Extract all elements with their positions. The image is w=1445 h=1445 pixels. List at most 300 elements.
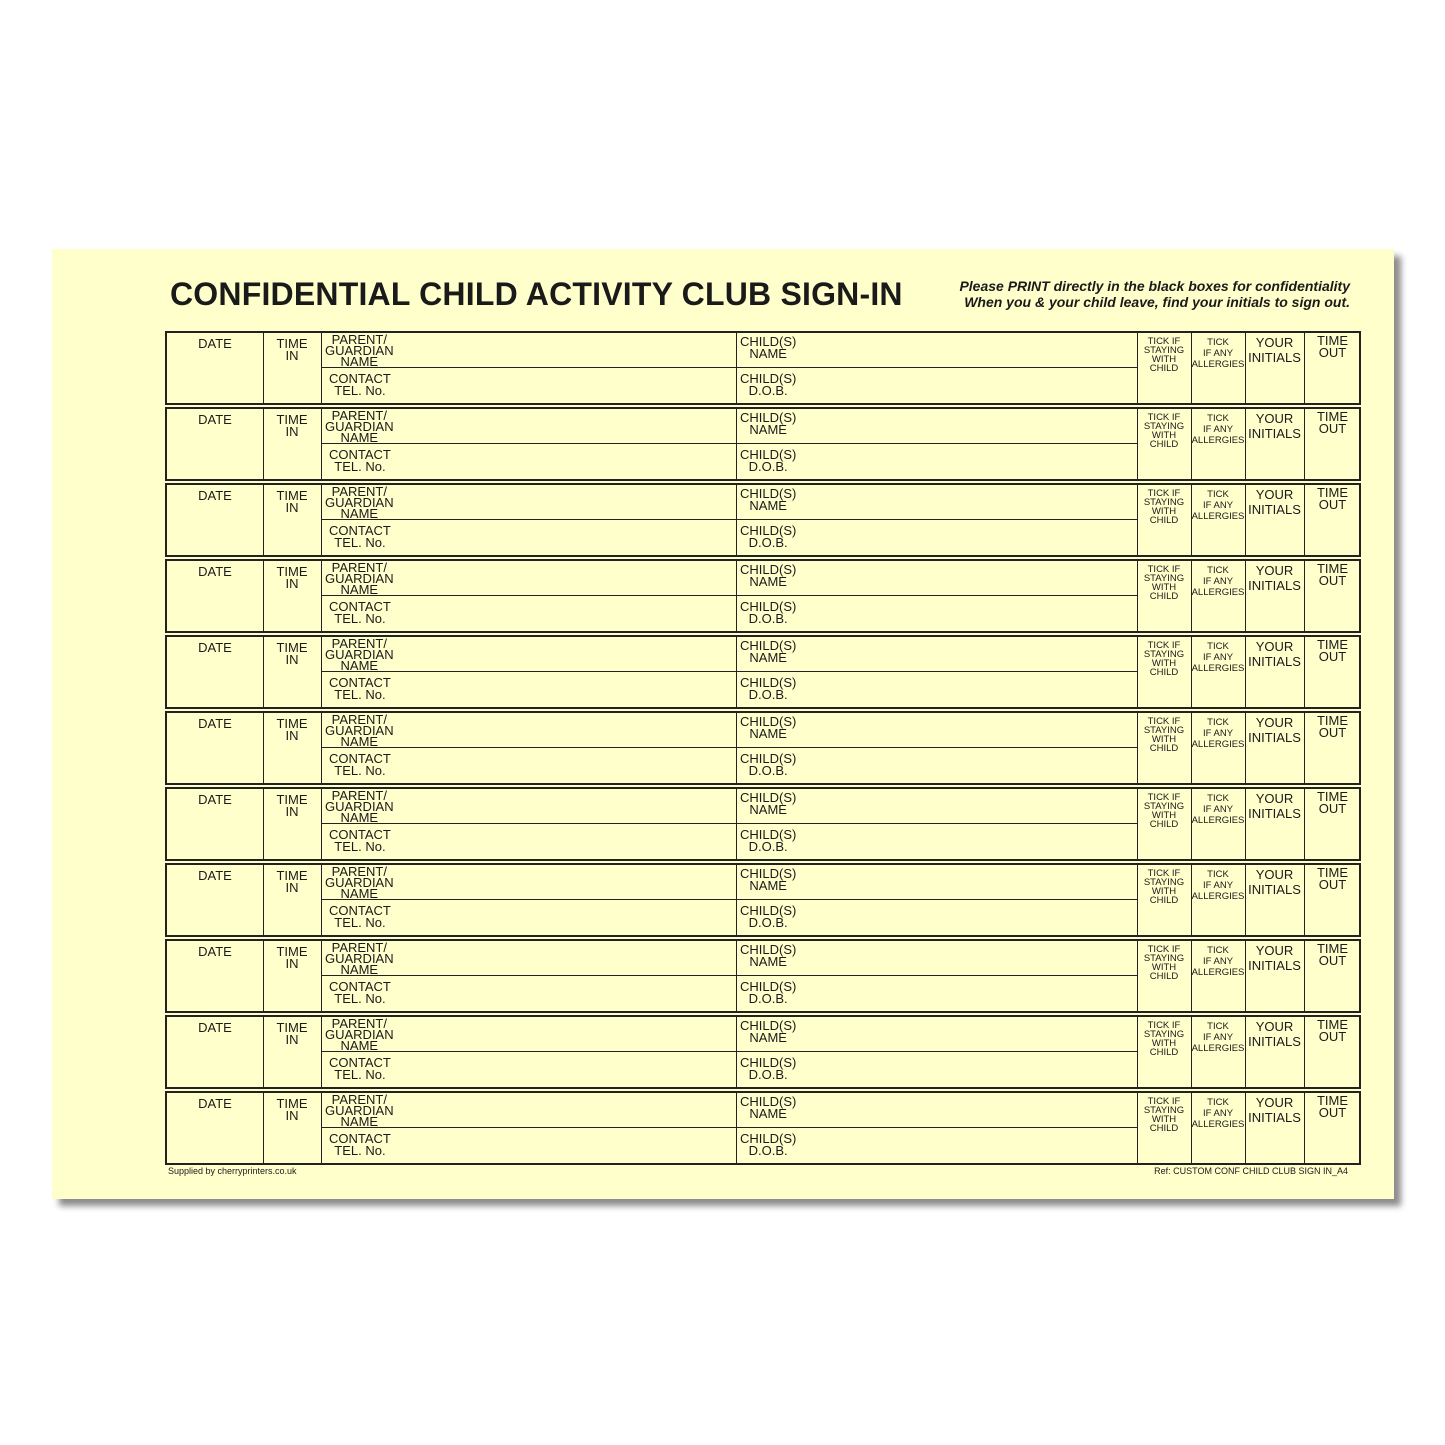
divider	[321, 485, 322, 555]
tick-staying-field[interactable]	[1137, 1097, 1191, 1133]
tick-allergies-field[interactable]	[1191, 717, 1245, 750]
time-in-field[interactable]	[263, 718, 321, 742]
tick-staying-label: CHILD	[1149, 591, 1179, 602]
tick-staying-label: CHILD	[1149, 667, 1179, 678]
tick-staying-label: CHILD	[1149, 363, 1179, 374]
child-name-field[interactable]	[740, 640, 796, 664]
tick-allergies-label: ALLERGIES	[1191, 1043, 1245, 1054]
contact-label: TEL. No.	[334, 687, 386, 702]
tick-staying-label: STAYING	[1143, 345, 1185, 356]
tick-staying-label: CHILD	[1149, 971, 1179, 982]
child-name-label: NAME	[749, 726, 787, 741]
child-name-label: CHILD(S)	[740, 410, 797, 425]
time-in-label: IN	[285, 880, 299, 895]
tick-allergies-field[interactable]	[1191, 641, 1245, 674]
tick-staying-label: WITH	[1151, 886, 1177, 897]
time-in-label: IN	[285, 1108, 299, 1123]
divider	[736, 713, 737, 783]
divider	[321, 1093, 322, 1163]
sign-in-row	[165, 711, 1361, 785]
tick-staying-label: STAYING	[1143, 649, 1185, 660]
time-out-label: OUT	[1318, 877, 1347, 892]
tick-staying-field[interactable]	[1137, 489, 1191, 525]
parent-label: NAME	[340, 354, 379, 369]
time-out-label: OUT	[1318, 649, 1347, 664]
child-dob-field[interactable]	[740, 981, 796, 1005]
tick-allergies-label: TICK	[1207, 1097, 1229, 1108]
divider	[321, 333, 322, 403]
initials-label: YOUR	[1255, 791, 1294, 806]
date-label: DATE	[198, 716, 232, 731]
date-label: DATE	[198, 792, 232, 807]
initials-field[interactable]	[1245, 867, 1304, 897]
child-name-field[interactable]	[740, 868, 796, 892]
contact-label: CONTACT	[329, 827, 391, 842]
sign-in-row	[165, 483, 1361, 557]
time-in-field[interactable]	[263, 946, 321, 970]
time-in-label: IN	[285, 500, 299, 515]
tick-allergies-field[interactable]	[1191, 1097, 1245, 1130]
date-label: DATE	[198, 944, 232, 959]
child-dob-label: CHILD(S)	[740, 675, 797, 690]
date-field[interactable]	[167, 794, 263, 806]
child-name-field[interactable]	[740, 1096, 796, 1120]
parent-label: GUARDIAN	[325, 343, 394, 358]
child-name-field[interactable]	[740, 716, 796, 740]
child-dob-field[interactable]	[740, 1057, 796, 1081]
tick-staying-label: TICK IF	[1147, 868, 1181, 879]
child-dob-label: D.O.B.	[748, 1067, 788, 1082]
time-out-label: OUT	[1318, 953, 1347, 968]
child-dob-label: D.O.B.	[748, 459, 788, 474]
tick-staying-field[interactable]	[1137, 1021, 1191, 1057]
parent-label: PARENT/	[331, 408, 387, 423]
tick-allergies-label: IF ANY	[1202, 956, 1234, 967]
time-out-label: OUT	[1318, 1105, 1347, 1120]
parent-label: PARENT/	[331, 864, 387, 879]
time-out-label: TIME	[1316, 333, 1349, 348]
child-dob-field[interactable]	[740, 677, 796, 701]
tick-staying-label: TICK IF	[1147, 336, 1181, 347]
time-in-field[interactable]	[263, 1022, 321, 1046]
child-dob-label: D.O.B.	[748, 915, 788, 930]
time-out-field[interactable]	[1304, 563, 1361, 587]
time-in-field[interactable]	[263, 338, 321, 362]
time-in-field[interactable]	[263, 794, 321, 818]
tick-allergies-field[interactable]	[1191, 945, 1245, 978]
child-name-field[interactable]	[740, 944, 796, 968]
sign-in-row	[165, 635, 1361, 709]
tick-allergies-label: TICK	[1207, 413, 1229, 424]
tick-staying-label: STAYING	[1143, 877, 1185, 888]
initials-field[interactable]	[1245, 1019, 1304, 1049]
child-name-field[interactable]	[740, 792, 796, 816]
initials-field[interactable]	[1245, 639, 1304, 669]
child-dob-label: CHILD(S)	[740, 1055, 797, 1070]
parent-label: PARENT/	[331, 940, 387, 955]
divider	[321, 975, 1137, 976]
child-dob-field[interactable]	[740, 449, 796, 473]
tick-allergies-field[interactable]	[1191, 793, 1245, 826]
tick-allergies-label: TICK	[1207, 793, 1229, 804]
date-field[interactable]	[167, 642, 263, 654]
tick-staying-label: TICK IF	[1147, 412, 1181, 423]
date-field[interactable]	[167, 718, 263, 730]
tick-allergies-label: TICK	[1207, 489, 1229, 500]
tick-allergies-label: IF ANY	[1202, 728, 1234, 739]
divider	[736, 941, 737, 1011]
divider	[321, 865, 322, 935]
tick-allergies-field[interactable]	[1191, 337, 1245, 370]
tick-staying-label: STAYING	[1143, 421, 1185, 432]
date-label: DATE	[198, 412, 232, 427]
divider	[736, 333, 737, 403]
tick-staying-field[interactable]	[1137, 337, 1191, 373]
divider	[321, 561, 322, 631]
initials-label: YOUR	[1255, 335, 1294, 350]
contact-label: TEL. No.	[334, 839, 386, 854]
contact-tel-field[interactable]	[329, 829, 391, 853]
divider	[736, 865, 737, 935]
form-sheet	[52, 249, 1394, 1199]
divider	[321, 1051, 1137, 1052]
tick-allergies-label: IF ANY	[1202, 1032, 1234, 1043]
child-dob-field[interactable]	[740, 905, 796, 929]
contact-label: TEL. No.	[334, 611, 386, 626]
tick-allergies-field[interactable]	[1191, 413, 1245, 446]
parent-name-field[interactable]	[325, 410, 394, 443]
child-name-label: NAME	[749, 650, 787, 665]
tick-staying-label: STAYING	[1143, 497, 1185, 508]
tick-staying-label: CHILD	[1149, 1047, 1179, 1058]
child-dob-field[interactable]	[740, 601, 796, 625]
time-out-field[interactable]	[1304, 867, 1361, 891]
time-out-field[interactable]	[1304, 943, 1361, 967]
sign-in-row	[165, 787, 1361, 861]
tick-staying-label: WITH	[1151, 658, 1177, 669]
initials-label: INITIALS	[1248, 1110, 1301, 1125]
parent-name-field[interactable]	[325, 714, 394, 747]
initials-field[interactable]	[1245, 335, 1304, 365]
divider	[736, 561, 737, 631]
tick-staying-label: WITH	[1151, 1114, 1177, 1125]
tick-staying-label: STAYING	[1143, 725, 1185, 736]
sign-in-row	[165, 863, 1361, 937]
parent-name-field[interactable]	[325, 562, 394, 595]
parent-name-field[interactable]	[325, 790, 394, 823]
child-dob-label: CHILD(S)	[740, 523, 797, 538]
parent-name-field[interactable]	[325, 942, 394, 975]
divider	[321, 1017, 322, 1087]
instructions	[959, 278, 1350, 310]
parent-label: PARENT/	[331, 712, 387, 727]
child-dob-field[interactable]	[740, 1133, 796, 1157]
tick-allergies-label: IF ANY	[1202, 500, 1234, 511]
tick-staying-field[interactable]	[1137, 717, 1191, 753]
child-dob-label: D.O.B.	[748, 991, 788, 1006]
initials-label: INITIALS	[1248, 578, 1301, 593]
parent-label: NAME	[340, 506, 379, 521]
tick-staying-label: STAYING	[1143, 573, 1185, 584]
tick-allergies-field[interactable]	[1191, 565, 1245, 598]
contact-label: TEL. No.	[334, 991, 386, 1006]
child-name-label: CHILD(S)	[740, 1018, 797, 1033]
child-name-field[interactable]	[740, 564, 796, 588]
parent-name-field[interactable]	[325, 486, 394, 519]
child-name-label: NAME	[749, 802, 787, 817]
tick-allergies-field[interactable]	[1191, 489, 1245, 522]
child-name-label: CHILD(S)	[740, 486, 797, 501]
tick-allergies-label: ALLERGIES	[1191, 511, 1245, 522]
tick-allergies-label: IF ANY	[1202, 424, 1234, 435]
date-field[interactable]	[167, 414, 263, 426]
parent-label: GUARDIAN	[325, 419, 394, 434]
tick-allergies-label: ALLERGIES	[1191, 815, 1245, 826]
child-name-field[interactable]	[740, 336, 796, 360]
tick-allergies-field[interactable]	[1191, 1021, 1245, 1054]
date-field[interactable]	[167, 946, 263, 958]
tick-staying-field[interactable]	[1137, 869, 1191, 905]
child-dob-label: CHILD(S)	[740, 827, 797, 842]
tick-staying-label: WITH	[1151, 354, 1177, 365]
time-in-field[interactable]	[263, 1098, 321, 1122]
contact-label: TEL. No.	[334, 535, 386, 550]
time-in-label: TIME	[276, 792, 308, 807]
date-field[interactable]	[167, 1022, 263, 1034]
tick-staying-label: CHILD	[1149, 439, 1179, 450]
tick-staying-label: TICK IF	[1147, 564, 1181, 575]
tick-staying-field[interactable]	[1137, 641, 1191, 677]
contact-label: CONTACT	[329, 447, 391, 462]
parent-label: GUARDIAN	[325, 495, 394, 510]
parent-name-field[interactable]	[325, 1094, 394, 1127]
tick-allergies-field[interactable]	[1191, 869, 1245, 902]
child-name-field[interactable]	[740, 488, 796, 512]
tick-allergies-label: ALLERGIES	[1191, 739, 1245, 750]
time-in-label: IN	[285, 804, 299, 819]
divider	[736, 789, 737, 859]
time-out-field[interactable]	[1304, 715, 1361, 739]
time-in-label: IN	[285, 728, 299, 743]
tick-staying-label: CHILD	[1149, 1123, 1179, 1134]
initials-field[interactable]	[1245, 715, 1304, 745]
tick-staying-label: WITH	[1151, 582, 1177, 593]
contact-tel-field[interactable]	[329, 677, 391, 701]
sign-in-row	[165, 407, 1361, 481]
initials-field[interactable]	[1245, 1095, 1304, 1125]
time-out-label: TIME	[1316, 865, 1349, 880]
time-in-field[interactable]	[263, 642, 321, 666]
time-out-field[interactable]	[1304, 791, 1361, 815]
initials-label: INITIALS	[1248, 502, 1301, 517]
parent-label: GUARDIAN	[325, 647, 394, 662]
initials-field[interactable]	[1245, 563, 1304, 593]
child-dob-label: D.O.B.	[748, 687, 788, 702]
parent-label: GUARDIAN	[325, 723, 394, 738]
date-field[interactable]	[167, 870, 263, 882]
parent-name-field[interactable]	[325, 866, 394, 899]
parent-label: NAME	[340, 1114, 379, 1129]
child-dob-field[interactable]	[740, 525, 796, 549]
time-in-field[interactable]	[263, 490, 321, 514]
contact-tel-field[interactable]	[329, 753, 391, 777]
tick-allergies-label: IF ANY	[1202, 1108, 1234, 1119]
divider	[321, 671, 1137, 672]
tick-staying-label: WITH	[1151, 430, 1177, 441]
sign-in-rows	[165, 331, 1361, 1167]
time-out-field[interactable]	[1304, 411, 1361, 435]
time-in-label: TIME	[276, 716, 308, 731]
tick-staying-label: WITH	[1151, 962, 1177, 973]
initials-field[interactable]	[1245, 791, 1304, 821]
time-out-label: OUT	[1318, 801, 1347, 816]
time-in-label: TIME	[276, 564, 308, 579]
time-out-label: TIME	[1316, 409, 1349, 424]
child-dob-label: D.O.B.	[748, 1143, 788, 1158]
time-out-label: OUT	[1318, 497, 1347, 512]
initials-label: YOUR	[1255, 487, 1294, 502]
time-in-label: IN	[285, 1032, 299, 1047]
contact-label: TEL. No.	[334, 915, 386, 930]
date-field[interactable]	[167, 338, 263, 350]
contact-tel-field[interactable]	[329, 601, 391, 625]
initials-label: YOUR	[1255, 411, 1294, 426]
divider	[736, 409, 737, 479]
tick-allergies-label: ALLERGIES	[1191, 967, 1245, 978]
initials-label: YOUR	[1255, 943, 1294, 958]
parent-label: GUARDIAN	[325, 951, 394, 966]
time-out-label: TIME	[1316, 637, 1349, 652]
time-out-field[interactable]	[1304, 1019, 1361, 1043]
contact-tel-field[interactable]	[329, 1057, 391, 1081]
contact-label: CONTACT	[329, 979, 391, 994]
contact-label: CONTACT	[329, 1131, 391, 1146]
time-in-field[interactable]	[263, 566, 321, 590]
divider	[321, 789, 322, 859]
child-dob-field[interactable]	[740, 753, 796, 777]
parent-label: NAME	[340, 430, 379, 445]
time-in-field[interactable]	[263, 870, 321, 894]
tick-allergies-label: TICK	[1207, 1021, 1229, 1032]
initials-label: INITIALS	[1248, 806, 1301, 821]
parent-label: NAME	[340, 658, 379, 673]
tick-allergies-label: ALLERGIES	[1191, 1119, 1245, 1130]
date-field[interactable]	[167, 490, 263, 502]
child-name-label: CHILD(S)	[740, 866, 797, 881]
tick-allergies-label: TICK	[1207, 717, 1229, 728]
time-out-label: TIME	[1316, 485, 1349, 500]
parent-name-field[interactable]	[325, 638, 394, 671]
initials-label: INITIALS	[1248, 654, 1301, 669]
tick-staying-label: STAYING	[1143, 953, 1185, 964]
child-name-field[interactable]	[740, 412, 796, 436]
time-out-label: TIME	[1316, 941, 1349, 956]
child-dob-label: CHILD(S)	[740, 1131, 797, 1146]
time-out-label: OUT	[1318, 1029, 1347, 1044]
child-dob-label: CHILD(S)	[740, 903, 797, 918]
tick-staying-label: CHILD	[1149, 743, 1179, 754]
tick-allergies-label: TICK	[1207, 869, 1229, 880]
time-in-label: TIME	[276, 336, 308, 351]
parent-label: GUARDIAN	[325, 875, 394, 890]
tick-staying-label: CHILD	[1149, 515, 1179, 526]
time-in-label: IN	[285, 348, 299, 363]
date-field[interactable]	[167, 566, 263, 578]
child-dob-field[interactable]	[740, 829, 796, 853]
contact-label: TEL. No.	[334, 763, 386, 778]
parent-label: PARENT/	[331, 484, 387, 499]
initials-label: YOUR	[1255, 563, 1294, 578]
child-name-label: CHILD(S)	[740, 942, 797, 957]
contact-tel-field[interactable]	[329, 981, 391, 1005]
parent-name-field[interactable]	[325, 334, 394, 367]
time-in-label: TIME	[276, 1096, 308, 1111]
tick-staying-label: STAYING	[1143, 1105, 1185, 1116]
tick-staying-field[interactable]	[1137, 413, 1191, 449]
contact-label: TEL. No.	[334, 1143, 386, 1158]
initials-field[interactable]	[1245, 411, 1304, 441]
time-out-field[interactable]	[1304, 1095, 1361, 1119]
divider	[321, 713, 322, 783]
time-out-label: OUT	[1318, 725, 1347, 740]
tick-allergies-label: TICK	[1207, 641, 1229, 652]
child-name-label: NAME	[749, 498, 787, 513]
form-title: CONFIDENTIAL CHILD ACTIVITY CLUB SIGN-IN	[170, 276, 903, 312]
child-dob-field[interactable]	[740, 373, 796, 397]
tick-staying-field[interactable]	[1137, 565, 1191, 601]
contact-tel-field[interactable]	[329, 449, 391, 473]
tick-staying-label: WITH	[1151, 506, 1177, 517]
tick-staying-label: WITH	[1151, 810, 1177, 821]
contact-tel-field[interactable]	[329, 905, 391, 929]
tick-staying-field[interactable]	[1137, 793, 1191, 829]
contact-tel-field[interactable]	[329, 1133, 391, 1157]
child-name-label: NAME	[749, 1030, 787, 1045]
time-out-field[interactable]	[1304, 487, 1361, 511]
tick-staying-field[interactable]	[1137, 945, 1191, 981]
initials-label: YOUR	[1255, 715, 1294, 730]
parent-label: GUARDIAN	[325, 799, 394, 814]
child-dob-label: D.O.B.	[748, 763, 788, 778]
contact-tel-field[interactable]	[329, 373, 391, 397]
contact-label: TEL. No.	[334, 383, 386, 398]
parent-label: NAME	[340, 582, 379, 597]
time-out-field[interactable]	[1304, 335, 1361, 359]
initials-label: YOUR	[1255, 867, 1294, 882]
initials-field[interactable]	[1245, 487, 1304, 517]
child-name-label: CHILD(S)	[740, 562, 797, 577]
child-name-label: NAME	[749, 346, 787, 361]
tick-staying-label: TICK IF	[1147, 944, 1181, 955]
parent-name-field[interactable]	[325, 1018, 394, 1051]
initials-field[interactable]	[1245, 943, 1304, 973]
sign-in-row	[165, 331, 1361, 405]
child-dob-label: CHILD(S)	[740, 979, 797, 994]
contact-label: CONTACT	[329, 751, 391, 766]
child-name-field[interactable]	[740, 1020, 796, 1044]
time-in-field[interactable]	[263, 414, 321, 438]
time-out-label: OUT	[1318, 573, 1347, 588]
time-out-field[interactable]	[1304, 639, 1361, 663]
tick-staying-label: TICK IF	[1147, 640, 1181, 651]
tick-staying-label: WITH	[1151, 1038, 1177, 1049]
parent-label: GUARDIAN	[325, 1103, 394, 1118]
parent-label: GUARDIAN	[325, 1027, 394, 1042]
date-field[interactable]	[167, 1098, 263, 1110]
contact-tel-field[interactable]	[329, 525, 391, 549]
instruction-line-1: Please PRINT directly in the black boxes for confidentiality	[959, 278, 1350, 294]
time-in-label: TIME	[276, 412, 308, 427]
